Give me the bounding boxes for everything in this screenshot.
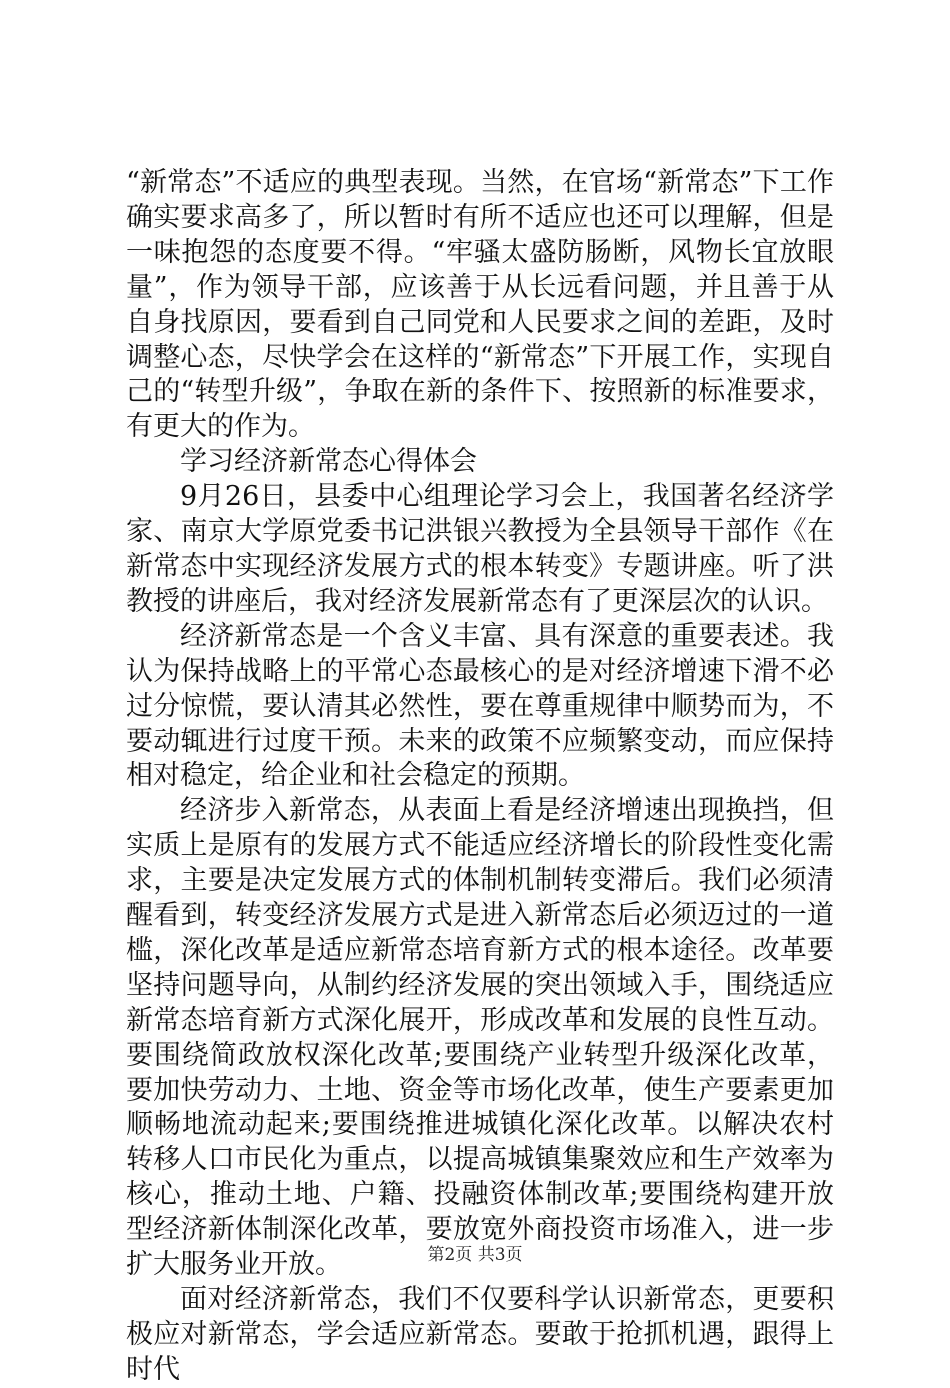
paragraph-lecture: 9月26日，县委中心组理论学习会上，我国著名经济学家、南京大学原党委书记洪银兴教授为全县领导干部作《在新常态中实现经济发展方式的根本转变》专题讲座。听了洪教授的讲座后，我对经济发展新常态有了更深层次的认识。 [126, 481, 834, 617]
document-body [126, 166, 834, 1388]
paragraph-reform: 经济步入新常态，从表面上看是经济增速出现换挡，但实质上是原有的发展方式不能适应经济增长的阶段性变化需求，主要是决定发展方式的体制机制转变滞后。我们必须清醒看到，转变经济发展方式是进入新常态后必须迈过的一道槛，深化改革是适应新常态培育新方式的根本途径。改革要坚持问题导向，从制约经济发展的突出领域入手，围绕适应新常态培育新方式深化展开，形成改革和发展的良性互动。要围绕简政放权深化改革;要围绕产业转型升级深化改革，要加快劳动力、土地、资金等市场化改革，使生产要素更加顺畅地流动起来;要围绕推进城镇化深化改革。以解决农村转移人口市民化为重点，以提高城镇集聚效应和生产效率为核心，推动土地、户籍、投融资体制改革;要围绕构建开放型经济新体制深化改革，要放宽外商投资市场准入，进一步扩大服务业开放。 [126, 795, 834, 1281]
page-number: 第2页 共3页 [427, 1245, 523, 1265]
paragraph-adapt: 面对经济新常态，我们不仅要科学认识新常态，更要积极应对新常态，学会适应新常态。要敢于抢抓机遇，跟得上时代 [126, 1284, 834, 1385]
paragraph-new-normal: 经济新常态是一个含义丰富、具有深意的重要表述。我认为保持战略上的平常心态最核心的是对经济增速下滑不必过分惊慌，要认清其必然性，要在尊重规律中顺势而为，不要动辄进行过度干预。未来的政策不应频繁变动，而应保持相对稳定，给企业和社会稳定的预期。 [126, 620, 834, 792]
section-heading: 学习经济新常态心得体会 [180, 446, 477, 478]
paragraph-continuation: “新常态”不适应的典型表现。当然，在官场“新常态”下工作确实要求高多了，所以暂时有所不适应也还可以理解，但是一味抱怨的态度要不得。“牢骚太盛防肠断，风物长宜放眼量”，作为领导干部，应该善于从长远看问题，并且善于从自身找原因，要看到自己同党和人民要求之间的差距，及时调整心态，尽快学会在这样的“新常态”下开展工作，实现自己的“转型升级”，争取在新的条件下、按照新的标准要求，有更大的作为。 [126, 167, 834, 443]
